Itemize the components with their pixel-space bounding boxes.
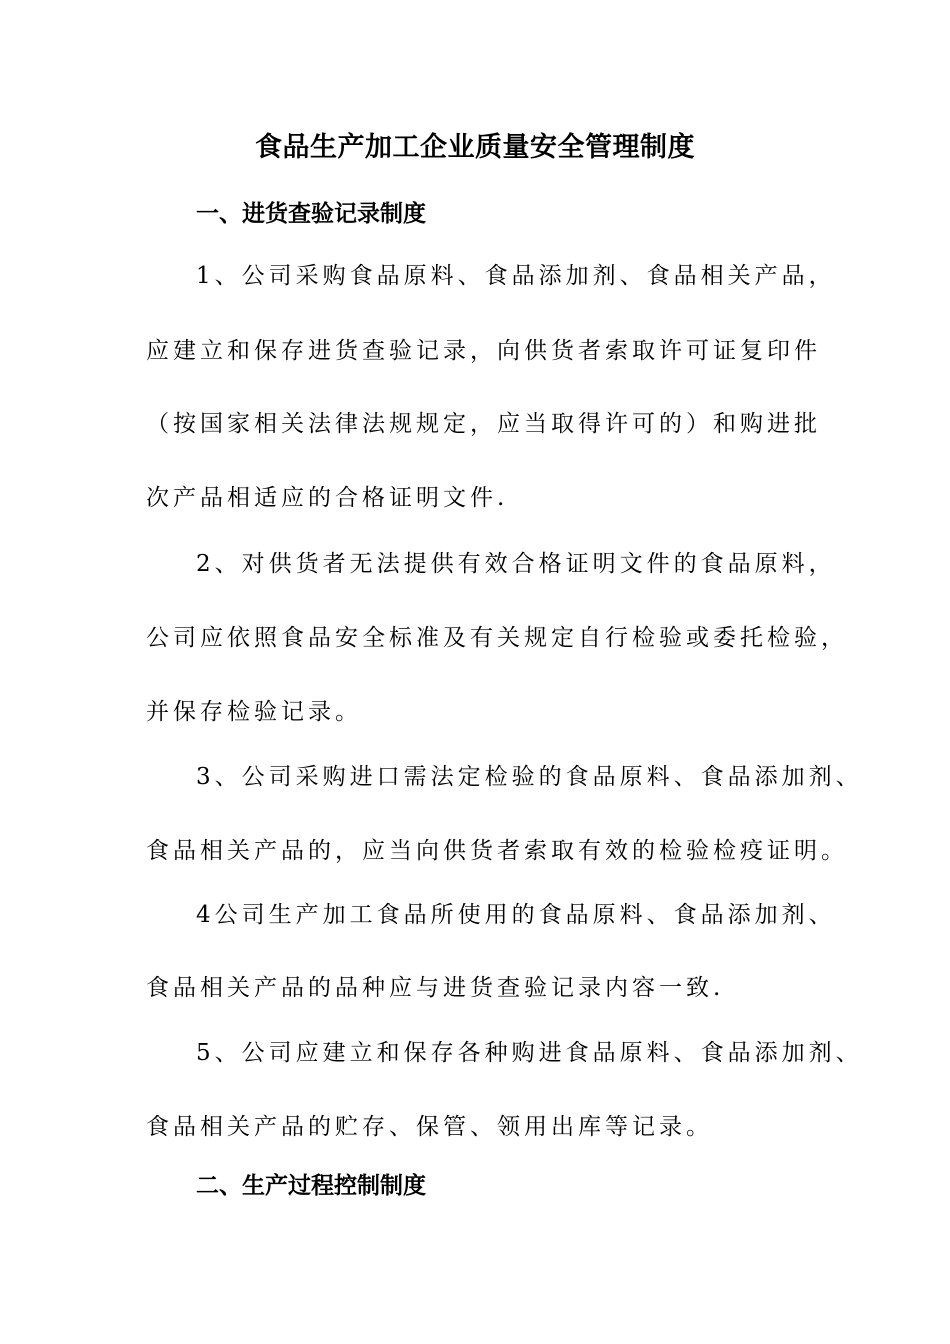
paragraph-4-line-1: 4公司生产加工食品所使用的食品原料、食品添加剂、 xyxy=(196,902,836,928)
paragraph-3-line-2: 食品相关产品的，应当向供货者索取有效的检验检疫证明。 xyxy=(146,838,848,864)
paragraph-1-line-2: 应建立和保存进货查验记录，向供货者索取许可证复印件 xyxy=(146,338,821,364)
paragraph-2-line-3: 并保存检验记录。 xyxy=(146,699,362,725)
paragraph-2-line-1: 2、对供货者无法提供有效合格证明文件的食品原料， xyxy=(196,551,836,577)
document-title: 食品生产加工企业质量安全管理制度 xyxy=(255,132,695,163)
paragraph-3-line-1: 3、公司采购进口需法定检验的食品原料、食品添加剂、 xyxy=(196,764,863,790)
paragraph-5-line-1: 5、公司应建立和保存各种购进食品原料、食品添加剂、 xyxy=(196,1040,863,1066)
paragraph-1-line-4: 次产品相适应的合格证明文件. xyxy=(146,485,509,511)
paragraph-2-line-2: 公司应依照食品安全标准及有关规定自行检验或委托检验， xyxy=(146,625,848,651)
paragraph-1-line-3: （按国家相关法律法规规定，应当取得许可的）和购进批 xyxy=(146,411,821,437)
paragraph-5-line-2: 食品相关产品的贮存、保管、领用出库等记录。 xyxy=(146,1114,713,1140)
section-heading-purchase-inspection: 一、进货查验记录制度 xyxy=(196,201,426,227)
paragraph-1-line-1: 1、公司采购食品原料、食品添加剂、食品相关产品， xyxy=(196,263,836,289)
paragraph-4-line-2: 食品相关产品的品种应与进货查验记录内容一致. xyxy=(146,975,725,1001)
section-heading-production-control: 二、生产过程控制制度 xyxy=(196,1173,426,1199)
